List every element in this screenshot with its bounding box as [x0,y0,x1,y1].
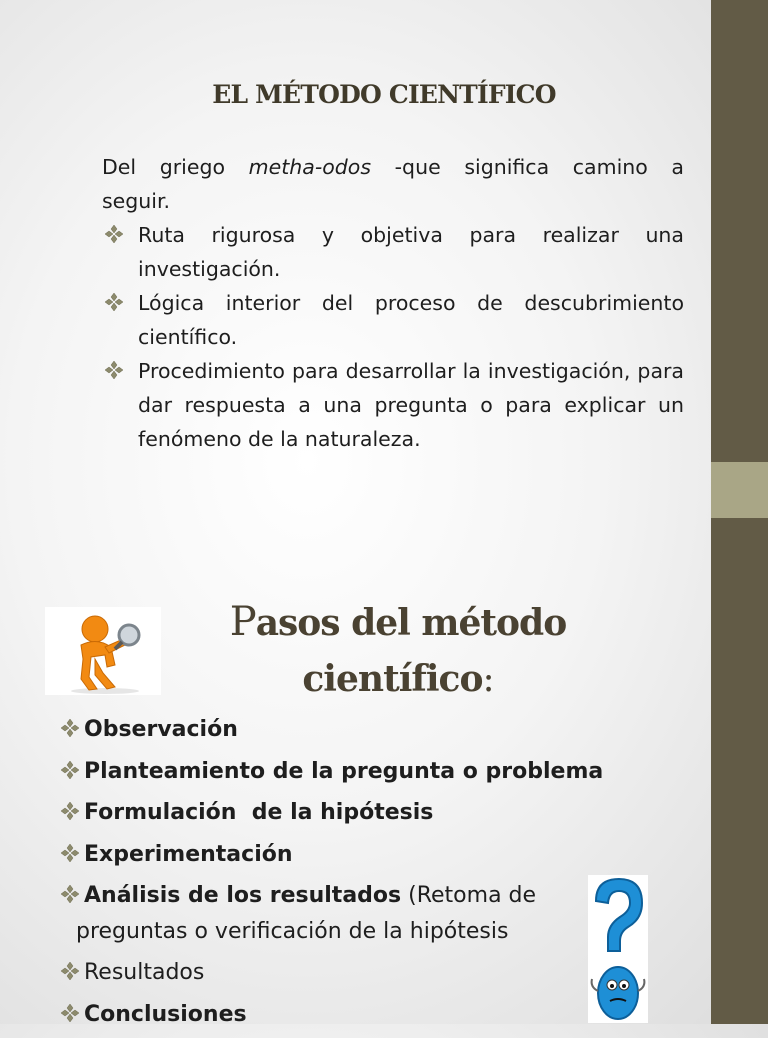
steps-heading: Pasos del método científico: [168,594,628,708]
diamond-bullet-icon [104,360,124,380]
list-item: Planteamiento de la pregunta o problema [60,754,620,796]
diamond-bullet-icon [60,961,80,981]
diamond-bullet-icon [104,224,124,244]
steps-list [60,712,620,1038]
diamond-bullet-icon [60,760,80,780]
sidebar-accent-band [711,462,768,518]
magnifier-person-image [45,607,161,695]
list-item: Ruta rigurosa y objetiva para realizar una investigación. [102,218,684,286]
list-item: Conclusiones [60,997,620,1038]
intro-lead-line2: seguir. [102,184,684,218]
diamond-bullet-icon [104,292,124,312]
intro-emphasis: metha-odos [249,155,371,179]
list-item: Formulación de la hipótesis [60,795,620,837]
diamond-bullet-icon [60,884,80,904]
person-magnifier-icon [45,607,161,695]
list-item: Lógica interior del proceso de descubrimiento científico. [102,286,684,354]
definition-list [102,218,684,456]
diamond-bullet-icon [60,1003,80,1023]
list-item: Experimentación [60,837,620,879]
slide-title: EL MÉTODO CIENTÍFICO [0,80,768,109]
diamond-bullet-icon [60,718,80,738]
list-item: Procedimiento para desarrollar la investigación, para dar respuesta a una pregunta o para explicar un fenómeno de la naturaleza. [102,354,684,456]
diamond-bullet-icon [60,801,80,821]
intro-lead: Del griego metha-odos -que significa camino a [102,150,684,184]
intro-block [102,150,684,456]
list-item: Análisis de los resultados (Retoma de preguntas o verificación de la hipótesis [60,878,620,950]
question-mark-icon [588,875,648,1023]
list-item: Resultados [60,955,620,997]
diamond-bullet-icon [60,843,80,863]
question-mark-image [588,875,648,1023]
list-item: Observación [60,712,620,754]
